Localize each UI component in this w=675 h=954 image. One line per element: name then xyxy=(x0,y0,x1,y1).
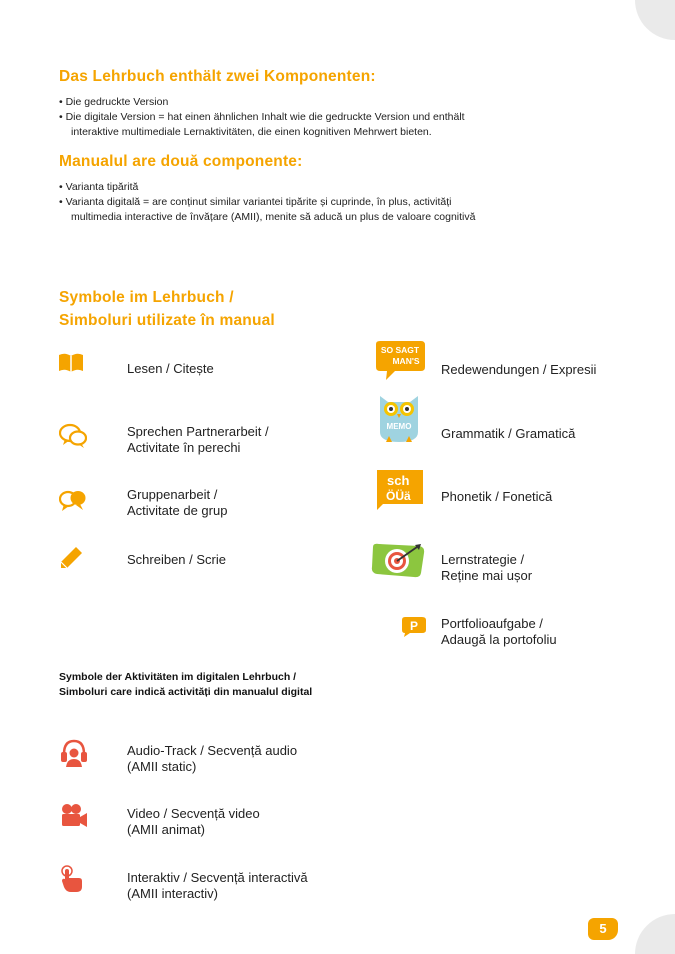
section2-heading: Manualul are două componente: xyxy=(59,153,303,170)
symbol-label-groupwork xyxy=(127,487,227,519)
symbol-label-portfolio xyxy=(441,616,557,648)
symbol-label-interactive xyxy=(127,870,308,902)
touch-hand-icon xyxy=(60,865,84,898)
portfolio-icon xyxy=(400,616,428,643)
badge-text: sch xyxy=(387,473,410,488)
symbol-label-writing xyxy=(127,552,226,568)
symbol-label-line: Portfolioaufgabe / xyxy=(441,616,543,631)
symbol-label-line: Activitate în perechi xyxy=(127,440,241,455)
badge-text: MAN'S xyxy=(392,356,420,366)
speech-bubbles-pair-icon xyxy=(59,423,87,454)
symbol-label-expressions xyxy=(441,362,596,378)
section2-list xyxy=(59,180,475,225)
symbol-label-video xyxy=(127,806,260,838)
page-number: 5 xyxy=(588,918,618,940)
symbol-label-line: Schreiben / Scrie xyxy=(127,552,226,567)
list-item xyxy=(59,110,465,140)
digital-heading xyxy=(59,670,312,700)
symbol-label-pairwork xyxy=(127,424,269,456)
symbol-label-line: Gruppenarbeit / xyxy=(127,487,218,502)
symbol-label-line: Grammatik / Gramatică xyxy=(441,426,576,441)
bullet-text: Varianta tipărită xyxy=(65,181,139,193)
symbol-label-line: Reține mai ușor xyxy=(441,568,533,583)
symbol-label-line: Phonetik / Fonetică xyxy=(441,489,553,504)
phonetics-icon xyxy=(373,468,427,517)
symbol-label-line: Interaktiv / Secvență interactivă xyxy=(127,870,308,885)
symbol-label-audio xyxy=(127,743,297,775)
symbol-label-line: Redewendungen / Expresii xyxy=(441,362,597,377)
pencil-icon xyxy=(58,545,84,576)
symbol-label-line: Activitate de grup xyxy=(127,503,228,518)
open-book-icon xyxy=(57,352,85,379)
video-camera-icon xyxy=(60,803,88,834)
symbol-label-line: Audio-Track / Secvență audio xyxy=(127,743,298,758)
list-item xyxy=(59,195,475,225)
digital-heading-line2: Simboluri care indică activități din manualul digital xyxy=(59,686,313,698)
bullet-text: Die gedruckte Version xyxy=(65,96,169,108)
badge-text: SO SAGT xyxy=(380,345,420,355)
symbol-label-reading xyxy=(127,361,214,377)
speech-bubbles-group-icon xyxy=(59,488,87,519)
section1-list xyxy=(59,95,465,140)
symbol-label-line: (AMII static) xyxy=(127,759,197,774)
symbol-label-phonetics xyxy=(441,489,552,505)
symbols-heading xyxy=(59,286,275,332)
section1-heading: Das Lehrbuch enthält zwei Komponenten: xyxy=(59,68,376,85)
target-icon xyxy=(369,541,427,584)
symbol-label-line: Video / Secvență video xyxy=(127,806,260,821)
list-item xyxy=(59,95,465,110)
symbol-label-line: Lernstrategie / xyxy=(441,552,525,567)
bullet-text-continued: interaktive multimediale Lernaktivitäten, die einen kognitiven Mehrwert bieten. xyxy=(71,126,432,138)
so-sagt-mans-icon xyxy=(373,340,427,387)
symbol-label-line: Lesen / Citește xyxy=(127,361,214,376)
symbols-heading-line2: Simboluri utilizate în manual xyxy=(59,312,275,329)
symbol-label-line: Adaugă la portofoliu xyxy=(441,632,557,647)
headphones-icon xyxy=(60,738,88,773)
symbol-label-strategy xyxy=(441,552,532,584)
page-corner-bottom xyxy=(635,914,675,954)
bullet-text: Die digitale Version = hat einen ähnlichen Inhalt wie die gedruckte Version und enthält xyxy=(65,111,465,123)
symbols-heading-line1: Symbole im Lehrbuch / xyxy=(59,289,234,306)
bullet-text: Varianta digitală = are conținut similar variantei tipărite și cuprinde, în plus, activități xyxy=(65,196,452,208)
badge-text: MEMO xyxy=(386,422,412,431)
symbol-label-grammar xyxy=(441,426,575,442)
list-item xyxy=(59,180,475,195)
symbol-label-line: (AMII interactiv) xyxy=(127,886,219,901)
bullet-text-continued: multimedia interactive de învățare (AMII), menite să aducă un plus de valoare cognitivă xyxy=(71,211,476,223)
symbol-label-line: Sprechen Partnerarbeit / xyxy=(127,424,269,439)
badge-text: P xyxy=(409,619,419,633)
badge-text: ÖÜä xyxy=(386,489,411,503)
page-corner-top xyxy=(635,0,675,40)
digital-heading-line1: Symbole der Aktivitäten im digitalen Lehrbuch / xyxy=(59,671,297,683)
memo-owl-icon xyxy=(374,392,424,451)
symbol-label-line: (AMII animat) xyxy=(127,822,206,837)
